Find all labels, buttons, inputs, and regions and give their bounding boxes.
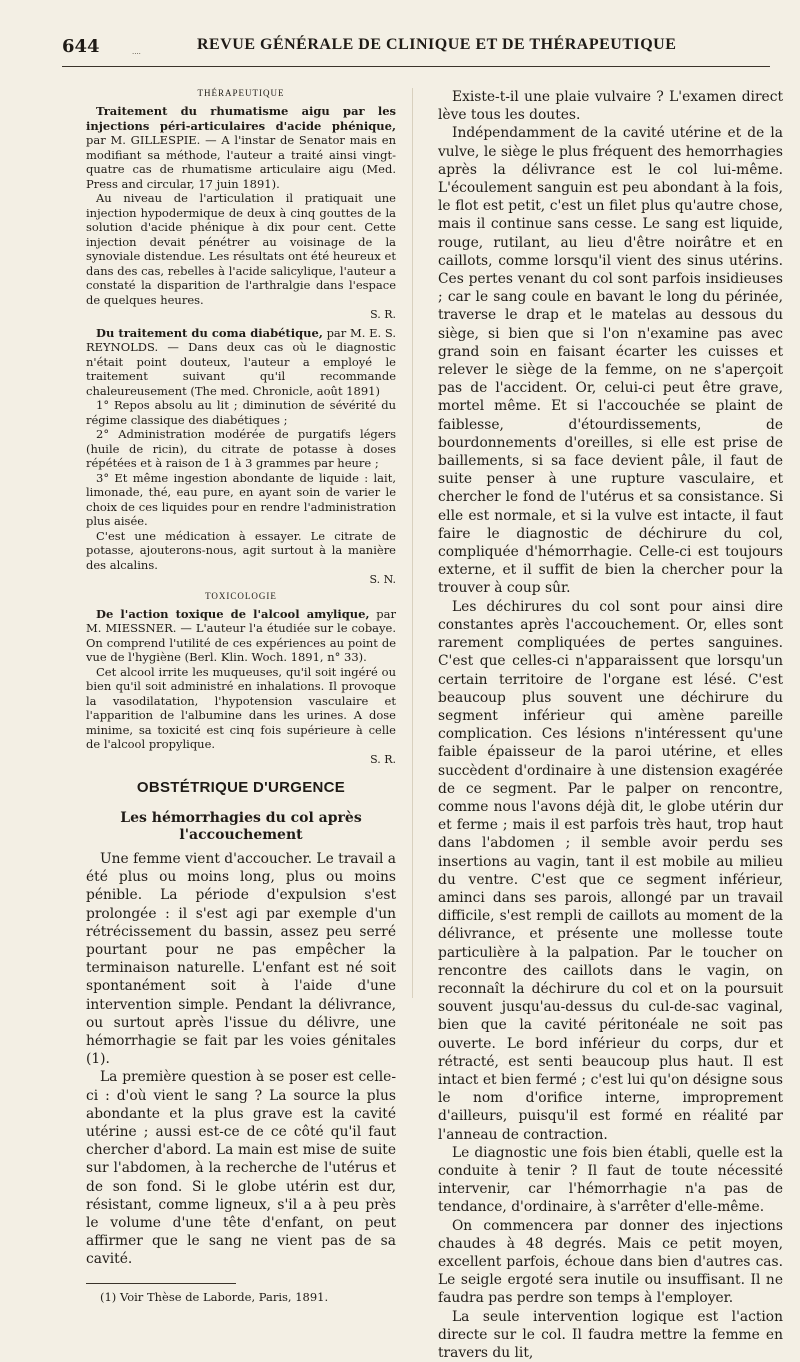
ink-mark: .... bbox=[132, 48, 141, 56]
footnote-rule bbox=[86, 1283, 236, 1284]
column-gutter bbox=[412, 88, 413, 998]
article-paragraph: Une femme vient d'accoucher. Le travail a été plus ou moins long, plus ou moins pénible. La période d'expulsion s'est prolongée : il s'est agi par exemple d'un rétrécissement du bassin, assez peu serré pourtant pour ne pas empêcher la terminaison naturelle. L'enfant est né soit spontanément soit à l'aide d'une intervention simple. Pendant la délivrance, ou surtout après l'issue du délivre, une hémorrhagie se fait par les voies génitales (1). bbox=[86, 851, 396, 1068]
article-paragraph: Existe-t-il une plaie vulvaire ? L'examen direct lève tous les doutes. bbox=[438, 89, 783, 124]
article-paragraph: C'est une médication à essayer. Le citrate de potasse, ajouterons-nous, agit surtout à la manière des alcalins. bbox=[86, 528, 396, 572]
article-hemorrhagies-body bbox=[86, 850, 396, 1269]
list-item: 1° Repos absolu au lit ; diminution de sévérité du régime classique des diabétiques ; bbox=[86, 398, 396, 427]
article-paragraph: La première question à se poser est celle-ci : d'où vient le sang ? La source la plus abondante et la plus grave est la cavité utérine ; aussi est-ce de ce côté qu'il faut chercher d'abord. La main est mise de suite sur l'abdomen, à la recherche de l'utérus et de son fond. Si le globe utérin est dur, résistant, comme ligneux, s'il a à peu près le volume d'une tête d'enfant, on peut affirmer que le sang ne vient pas de sa cavité. bbox=[86, 1069, 396, 1268]
page-number: 644 bbox=[62, 36, 100, 57]
list-item: 2° Administration modérée de purgatifs légers (huile de ricin), du citrate de potasse à doses répétées et à raison de 1 à 3 grammes par heure ; bbox=[86, 427, 396, 470]
right-column bbox=[438, 88, 783, 1362]
left-column bbox=[86, 88, 396, 1304]
article-coma-diabetique bbox=[86, 326, 396, 588]
list-item: 3° Et même ingestion abondante de liquide : lait, limonade, thé, eau pure, en ayant soin de varier le choix de ces liquides pour en rendre l'administration plus aisée. bbox=[86, 470, 396, 528]
section-label-therapeutique: THÉRAPEUTIQUE bbox=[197, 88, 285, 98]
section-title-obstetrique: OBSTÉTRIQUE D'URGENCE bbox=[136, 779, 346, 796]
section-label-toxicologie: TOXICOLOGIE bbox=[205, 590, 277, 601]
signature: S. R. bbox=[370, 308, 396, 321]
article-title-hemorrhagies: Les hémorrhagies du col après l'accouchement bbox=[120, 810, 362, 843]
article-paragraph: Au niveau de l'articulation il pratiquait une injection hypodermique de deux à cinq gouttes de la solution d'acide phénique à dix pour cent. Cette injection devait pénétrer au voisinage de la synoviale distendue. Les résultats ont été heureux et dans des cas, rebelles à l'acide salicylique, l'auteur a constaté la disparition de l'arthralgie dans l'espace de quelques heures. bbox=[86, 191, 396, 307]
article-paragraph: Cet alcool irrite les muqueuses, qu'il soit ingéré ou bien qu'il soit administré en inhalations. Il provoque la vasodilatation, l'hypotension vasculaire et l'apparition de l'albumine dans les urines. A dose minime, sa toxicité est cinq fois supérieure à celle de l'alcool propylique. bbox=[86, 664, 396, 751]
article-paragraph: Indépendamment de la cavité utérine et de la vulve, le siège le plus fréquent des hemorrhagies après la délivrance est le col lui-même. L'écoulement sanguin est peu abondant à la fois, le flot est petit, c'est un filet plus qu'autre chose, mais il continue sans cesse. Le sang est liquide, rouge, rutilant, au lieu d'être noirâtre et en caillots, comme lorsqu'il vient des sinus utérins. Ces pertes venant du col sont parfois insidieuses ; car le sang coule en bavant le long du périnée, traverse le drap et le matelas au dessous du siège, si bien que si l'on n'examine pas avec grand soin en faisant écarter les cuisses et relever le siège de la femme, on ne s'aperçoit pas de l'accident. Or, celui-ci peut être grave, mortel même. Et si l'accouchée se plaint de faiblesse, d'étourdissements, de bourdonnements d'oreilles, si elle est prise de baillements, si sa face devient pâle, il faut de suite penser à une rupture vasculaire, et chercher le fond de l'utérus et sa consistance. Si elle est normale, et si la vulve est intacte, il faut faire le diagnostic de déchirure du col, compliquée d'hémorrhagie. Celle-ci est toujours externe, et il suffit de bien la chercher pour la trouver à coup sûr. bbox=[438, 125, 783, 597]
article-body: — A l'instar de Senator mais en modifiant sa méthode, l'auteur a traité ainsi vingt-quatre cas de rhumatisme articulaire aigu (Med. Press and circular, 17 juin 1891). bbox=[86, 133, 397, 191]
article-author: par M. GILLESPIE. bbox=[86, 133, 201, 147]
article-author: par M. MIESSNER. bbox=[86, 606, 396, 635]
article-title: Du traitement du coma diabétique, bbox=[96, 325, 323, 340]
article-body: — L'auteur l'a étudiée sur le cobaye. On comprend l'utilité de ces expériences au point de vue de l'hygiène (Berl. Klin. Woch. 1891, n° 33). bbox=[86, 621, 396, 664]
article-alcool-amylique bbox=[86, 607, 396, 768]
signature: S. R. bbox=[370, 752, 396, 766]
signature: S. N. bbox=[369, 573, 396, 586]
article-paragraph: Le diagnostic une fois bien établi, quelle est la conduite à tenir ? Il faut de toute nécessité intervenir, car l'hémorrhagie n'a pas de tendance, d'ordinaire, à s'arrêter d'elle-même. bbox=[438, 1144, 783, 1216]
article-paragraph: Les déchirures du col sont pour ainsi dire constantes après l'accouchement. Or, elles sont rarement compliquées de pertes sanguines. C'est que celles-ci n'apparaissent que lorsqu'un certain territoire de l'organe est lésé. C'est beaucoup plus souvent une déchirure du segment inférieur qui amène pareille complication. Ces lésions n'intéressent qu'une faible épaisseur de la paroi utérine, et elles succèdent d'ordinaire à une distension exagérée de ce segment. Par le palper on rencontre, comme nous l'avons déjà dit, le globe utérin dur et ferme ; mais il est parfois très haut, trop haut dans l'abdomen ; il semble avoir perdu ses insertions au vagin, tant il est mobile au milieu du ventre. C'est que ce segment inférieur, aminci dans ses parois, allongé par un travail difficile, s'est rempli de caillots au moment de la délivrance, et présente une mollesse toute particulière à la palpation. Par le toucher on rencontre des caillots dans le vagin, on reconnaît la déchirure du col et on la poursuit souvent jusqu'au-dessus du cul-de-sac vaginal, bien que la cavité péritonéale ne soit pas ouverte. Le bord inférieur du corps, dur et rétracté, est senti beaucoup plus haut. Il est intact et bien fermé ; c'est lui qu'on désigne sous le nom d'orifice interne, improprement d'ailleurs, puisqu'il est formé en réalité par l'anneau de contraction. bbox=[438, 598, 783, 1143]
article-author: par M. E. S. REYNOLDS. bbox=[86, 325, 396, 354]
article-rhumatisme bbox=[86, 104, 396, 323]
page-header bbox=[62, 30, 770, 67]
article-title: Traitement du rhumatisme aigu par les injections péri-articulaires d'acide phénique, bbox=[86, 104, 396, 133]
footnote: (1) Voir Thèse de Laborde, Paris, 1891. bbox=[100, 1289, 329, 1304]
running-title: REVUE GÉNÉRALE DE CLINIQUE ET DE THÉRAPEUTIQUE bbox=[197, 36, 677, 53]
article-body: — Dans deux cas où le diagnostic n'était point douteux, l'auteur a employé le traitement suivant qu'il recommande chaleureusement (The med. Chronicle, août 1891) bbox=[86, 340, 397, 398]
article-paragraph: La seule intervention logique est l'action directe sur le col. Il faudra mettre la femme en travers du lit, bbox=[438, 1308, 783, 1362]
article-title: De l'action toxique de l'alcool amylique, bbox=[96, 606, 370, 621]
article-paragraph: On commencera par donner des injections chaudes à 48 degrés. Mais ce petit moyen, excellent parfois, échoue dans bien d'autres cas. Le seigle ergoté sera inutile ou insuffisant. Il ne faudra pas perdre son temps à l'employer. bbox=[438, 1217, 783, 1307]
